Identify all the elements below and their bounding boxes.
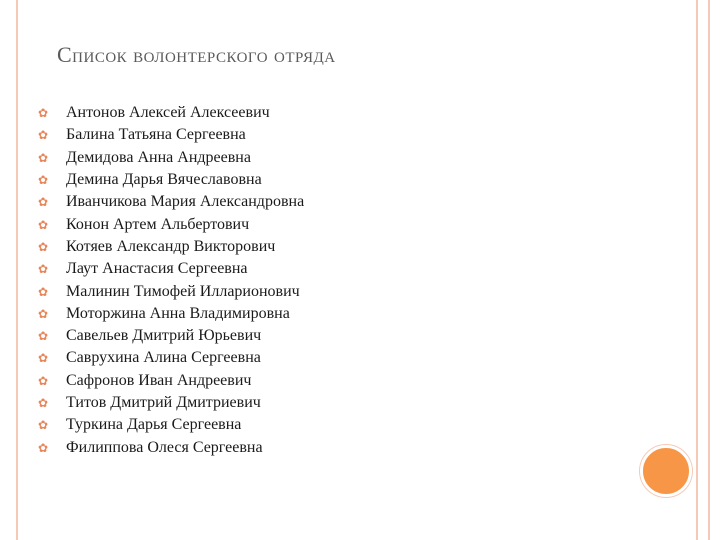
- list-item: [36, 414, 304, 436]
- member-name: Котяев Александр Викторович: [66, 237, 276, 255]
- member-name: Филиппова Олеся Сергеевна: [66, 438, 263, 456]
- orange-circle-decoration: [640, 445, 692, 497]
- member-name: Антонов Алексей Алексеевич: [66, 104, 270, 122]
- flower-bullet-icon: ✿: [37, 173, 49, 188]
- slide-title: Список волонтерского отряда: [57, 42, 336, 67]
- flower-bullet-icon: ✿: [37, 440, 49, 455]
- member-name: Демидова Анна Андреевна: [66, 148, 251, 166]
- flower-bullet-icon: ✿: [37, 106, 49, 121]
- list-item: [36, 236, 304, 258]
- list-item: [36, 347, 304, 369]
- list-item: [36, 102, 304, 124]
- member-name: Моторжина Анна Владимировна: [66, 304, 290, 322]
- flower-bullet-icon: ✿: [37, 217, 49, 232]
- flower-bullet-icon: ✿: [37, 418, 49, 433]
- list-item: [36, 392, 304, 414]
- right-decorative-frame: [696, 0, 710, 540]
- list-item: [36, 213, 304, 235]
- flower-bullet-icon: ✿: [37, 150, 49, 165]
- flower-bullet-icon: ✿: [37, 329, 49, 344]
- member-name: Конон Артем Альбертович: [66, 215, 250, 233]
- flower-bullet-icon: ✿: [37, 373, 49, 388]
- member-name: Иванчикова Мария Александровна: [66, 193, 305, 211]
- member-name: Малинин Тимофей Илларионович: [66, 282, 300, 300]
- flower-bullet-icon: ✿: [37, 351, 49, 366]
- list-item: [36, 169, 304, 191]
- list-item: [36, 147, 304, 169]
- flower-bullet-icon: ✿: [37, 239, 49, 254]
- member-name: Саврухина Алина Сергеевна: [66, 349, 261, 367]
- flower-bullet-icon: ✿: [37, 396, 49, 410]
- flower-bullet-icon: ✿: [37, 262, 49, 277]
- list-item: [36, 303, 304, 325]
- list-item: [36, 325, 304, 347]
- member-name: Демина Дарья Вячеславовна: [66, 171, 262, 189]
- flower-bullet-icon: ✿: [37, 284, 49, 299]
- volunteer-list: [36, 102, 304, 459]
- flower-bullet-icon: ✿: [37, 306, 49, 321]
- list-item: [36, 436, 304, 458]
- left-accent-line: [16, 0, 18, 540]
- member-name: Сафронов Иван Андреевич: [66, 371, 252, 389]
- list-item: [36, 370, 304, 392]
- list-item: [36, 280, 304, 302]
- member-name: Туркина Дарья Сергеевна: [66, 416, 242, 434]
- member-name: Титов Дмитрий Дмитриевич: [66, 394, 261, 411]
- member-name: Лаут Анастасия Сергеевна: [66, 260, 248, 278]
- flower-bullet-icon: ✿: [37, 128, 49, 143]
- list-item: [36, 124, 304, 146]
- list-item: [36, 258, 304, 280]
- flower-bullet-icon: ✿: [37, 195, 49, 210]
- member-name: Балина Татьяна Сергеевна: [66, 126, 246, 144]
- list-item: [36, 191, 304, 213]
- member-name: Савельев Дмитрий Юрьевич: [66, 327, 262, 345]
